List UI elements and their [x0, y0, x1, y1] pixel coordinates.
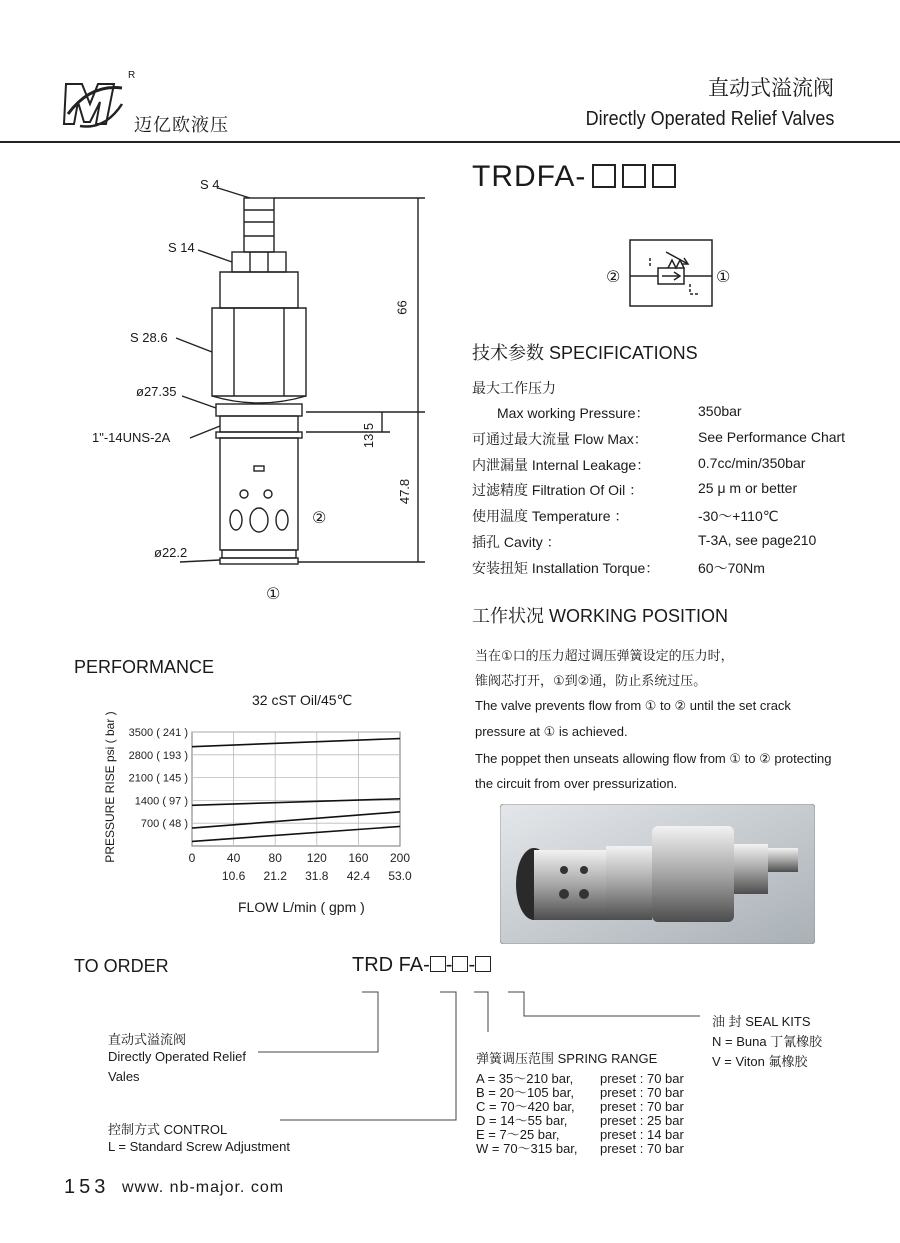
x-tick-label-secondary: 42.4: [346, 869, 371, 883]
label-s28: S 28.6: [130, 330, 168, 345]
spec-value: 25 μ m or better: [698, 480, 798, 496]
seal-title: 油 封 SEAL KITS: [712, 1014, 811, 1029]
spec-value: See Performance Chart: [698, 429, 846, 445]
dim-13-5: 13.5: [361, 422, 377, 449]
spec-label: 过滤精度 Filtration Of Oil ：: [472, 482, 644, 498]
hydraulic-symbol: [628, 238, 714, 308]
spec-label: 最大工作压力: [472, 380, 556, 396]
spec-value: 0.7cc/min/350bar: [698, 455, 806, 471]
order-desc-en: Directly Operated Relief: [108, 1049, 246, 1064]
option-box: [592, 164, 616, 188]
option-box: [475, 956, 491, 972]
x-tick-label: 0: [188, 851, 196, 865]
label-thread: 1"-14UNS-2A: [92, 430, 171, 445]
x-tick-label: 160: [348, 851, 369, 865]
working-line: 锥阀芯打开，①到②通，防止系统过压。: [475, 673, 707, 688]
x-tick-label-secondary: 31.8: [305, 869, 329, 883]
spring-range: B = 20～105 bar,: [476, 1085, 574, 1100]
option-box: [652, 164, 676, 188]
chart-xlabel: FLOW L/min ( gpm ): [238, 899, 365, 915]
spring-preset: preset : 70 bar: [600, 1085, 684, 1100]
spec-value: 350bar: [698, 403, 742, 419]
spec-label: 插孔 Cavity ：: [472, 534, 561, 550]
spec-label: 可通过最大流量 Flow Max：: [472, 431, 648, 447]
series-line: [192, 826, 400, 841]
series-line: [192, 799, 400, 806]
y-tick-label: 2100 ( 145 ): [128, 772, 188, 785]
drawing-port-2: ②: [312, 510, 327, 527]
model-prefix: TRDFA-: [472, 160, 587, 193]
page-title-en: Directly Operated Relief Valves: [585, 108, 834, 130]
option-box: [622, 164, 646, 188]
spring-range: C = 70～420 bar,: [476, 1099, 575, 1114]
spec-label: Max working Pressure：: [497, 405, 650, 421]
label-d222: ø22.2: [154, 545, 188, 560]
symbol-port-2: ②: [606, 269, 621, 286]
x-tick-label-secondary: 10.6: [221, 869, 246, 883]
order-code: TRD FA- - -: [352, 954, 491, 977]
working-line: The poppet then unseats allowing flow from ① to ② protecting: [475, 751, 832, 766]
spring-title: 弹簧调压范围 SPRING RANGE: [476, 1051, 658, 1066]
header-rule: [0, 141, 900, 143]
specs-heading: 技术参数 SPECIFICATIONS: [472, 343, 698, 363]
spec-value: -30～+110℃: [698, 508, 779, 524]
x-tick-label-secondary: 21.2: [263, 869, 287, 883]
model-code: [472, 160, 676, 194]
seal-option: V = Viton 氟橡胶: [712, 1054, 808, 1069]
y-tick-label: 1400 ( 97 ): [134, 795, 188, 808]
working-line: 当在①口的压力超过调压弹簧设定的压力时，: [475, 648, 734, 663]
label-s14: S 14: [168, 240, 195, 255]
series-line: [192, 812, 400, 828]
label-d2735: ø27.35: [136, 384, 177, 399]
dim-66: 66: [394, 300, 410, 315]
brand-logo: [60, 74, 130, 134]
dim-47-8: 47.8: [397, 478, 413, 505]
order-desc-en: Vales: [108, 1069, 140, 1084]
performance-chart: [120, 722, 420, 900]
y-tick-label: 2800 ( 193 ): [128, 749, 188, 762]
spec-value: T-3A, see page210: [698, 532, 817, 548]
control-title: 控制方式 CONTROL: [108, 1122, 228, 1137]
x-tick-label-secondary: 53.0: [388, 869, 412, 883]
label-s4: S 4: [200, 177, 220, 192]
working-line: pressure at ① is achieved.: [475, 724, 628, 739]
spring-range: W = 70～315 bar,: [476, 1141, 578, 1156]
order-heading: TO ORDER: [74, 956, 169, 976]
footer-url: www. nb-major. com: [122, 1179, 285, 1196]
product-photo: [500, 804, 815, 944]
spring-range: A = 35～210 bar,: [476, 1071, 574, 1086]
y-tick-label: 3500 ( 241 ): [128, 727, 188, 739]
working-line: The valve prevents flow from ① to ② until the set crack: [475, 698, 791, 713]
drawing-port-1: ①: [266, 586, 281, 603]
x-tick-label: 120: [306, 851, 327, 865]
y-tick-label: 700 ( 48 ): [140, 818, 188, 831]
brand-name: 迈亿欧液压: [134, 115, 229, 135]
option-box: [430, 956, 446, 972]
x-tick-label: 80: [268, 851, 282, 865]
seal-option: N = Buna 丁氰橡胶: [712, 1034, 823, 1049]
chart-title: 32 cST Oil/45℃: [252, 692, 353, 708]
spec-label: 使用温度 Temperature ：: [472, 508, 629, 524]
order-desc-cn: 直动式溢流阀: [108, 1032, 187, 1047]
control-value: L = Standard Screw Adjustment: [108, 1139, 290, 1154]
working-heading: 工作状况 WORKING POSITION: [472, 606, 729, 626]
spring-preset: preset : 70 bar: [600, 1099, 684, 1114]
spring-range: E = 7～25 bar,: [476, 1127, 560, 1142]
spring-preset: preset : 70 bar: [600, 1141, 684, 1156]
spring-preset: preset : 70 bar: [600, 1071, 684, 1086]
performance-heading: PERFORMANCE: [74, 657, 215, 677]
page-title-cn: 直动式溢流阀: [708, 77, 834, 100]
series-line: [192, 739, 400, 747]
spec-label: 内泄漏量 Internal Leakage：: [472, 457, 651, 473]
order-code-prefix: TRD FA-: [352, 954, 430, 976]
option-box: [452, 956, 468, 972]
x-tick-label: 40: [226, 851, 241, 865]
registered-mark: R: [128, 70, 136, 81]
spec-label: 安装扭矩 Installation Torque：: [472, 560, 660, 576]
page-number: 153: [64, 1176, 110, 1198]
spring-preset: preset : 14 bar: [600, 1127, 684, 1142]
spec-value: 60～70Nm: [698, 560, 765, 576]
spring-range: D = 14～55 bar,: [476, 1113, 568, 1128]
x-tick-label: 200: [389, 851, 411, 865]
spring-preset: preset : 25 bar: [600, 1113, 684, 1128]
working-line: the circuit from over pressurization.: [475, 776, 678, 791]
symbol-port-1: ①: [716, 269, 731, 286]
chart-ylabel: PRESSURE RISE psi ( bar ): [103, 711, 117, 863]
